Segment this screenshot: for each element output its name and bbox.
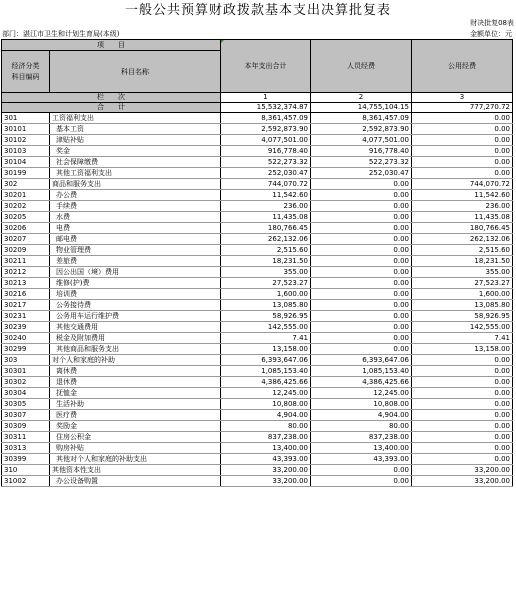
row-public-expense: 0.00 (412, 388, 513, 399)
row-personnel-expense: 0.00 (311, 311, 412, 322)
row-total-expense: 13,158.00 (221, 344, 311, 355)
table-row (2, 300, 513, 311)
row-total-expense: 33,200.00 (221, 476, 311, 487)
row-total-expense: 837,238.00 (221, 432, 311, 443)
row-name: 因公出国（境）费用 (50, 267, 221, 278)
sequence-2: 2 (311, 93, 412, 103)
row-total-expense: 6,393,647.06 (221, 355, 311, 366)
table-row (2, 256, 513, 267)
row-public-expense: 2,515.60 (412, 245, 513, 256)
row-total-expense: 1,085,153.40 (221, 366, 311, 377)
row-public-expense: 33,200.00 (412, 476, 513, 487)
table-row (2, 322, 513, 333)
row-public-expense: 7.41 (412, 333, 513, 344)
row-personnel-expense: 6,393,647.06 (311, 355, 412, 366)
row-public-expense: 355.00 (412, 267, 513, 278)
row-personnel-expense: 0.00 (311, 333, 412, 344)
row-total-expense: 10,808.00 (221, 399, 311, 410)
row-public-expense: 0.00 (412, 146, 513, 157)
row-public-expense: 0.00 (412, 168, 513, 179)
row-public-expense: 180,766.45 (412, 223, 513, 234)
row-code: 30240 (2, 333, 50, 344)
row-total-expense: 4,077,501.00 (221, 135, 311, 146)
row-public-expense: 11,435.08 (412, 212, 513, 223)
row-name: 其他资本性支出 (50, 465, 221, 476)
header-project: 项 目 (2, 40, 221, 51)
row-personnel-expense: 80.00 (311, 421, 412, 432)
row-public-expense: 0.00 (412, 113, 513, 124)
row-name: 手续费 (50, 201, 221, 212)
row-public-expense: 142,555.00 (412, 322, 513, 333)
total-row (2, 103, 513, 113)
row-total-expense: 4,386,425.66 (221, 377, 311, 388)
row-name: 商品和服务支出 (50, 179, 221, 190)
row-public-expense: 27,523.27 (412, 278, 513, 289)
total-public-value: 777,270.72 (412, 103, 513, 113)
row-personnel-expense: 4,077,501.00 (311, 135, 412, 146)
table-row (2, 201, 513, 212)
row-code: 302 (2, 179, 50, 190)
row-name: 维修(护)费 (50, 278, 221, 289)
row-code: 30209 (2, 245, 50, 256)
row-public-expense: 0.00 (412, 355, 513, 366)
row-total-expense: 744,070.72 (221, 179, 311, 190)
row-name: 离休费 (50, 366, 221, 377)
row-name: 住房公积金 (50, 432, 221, 443)
row-personnel-expense: 13,400.00 (311, 443, 412, 454)
total-label: 合 计 (2, 103, 221, 113)
table-row (2, 179, 513, 190)
row-total-expense: 4,904.00 (221, 410, 311, 421)
row-public-expense: 0.00 (412, 157, 513, 168)
row-personnel-expense: 0.00 (311, 256, 412, 267)
row-code: 30217 (2, 300, 50, 311)
table-row (2, 421, 513, 432)
row-total-expense: 2,515.60 (221, 245, 311, 256)
table-row (2, 278, 513, 289)
row-total-expense: 11,435.08 (221, 212, 311, 223)
row-personnel-expense: 837,238.00 (311, 432, 412, 443)
row-code: 30207 (2, 234, 50, 245)
total-personnel-value: 14,755,104.15 (311, 103, 412, 113)
row-name: 办公费 (50, 190, 221, 201)
page-title: 一般公共预算财政拨款基本支出决算批复表 (124, 3, 391, 18)
row-personnel-expense: 1,085,153.40 (311, 366, 412, 377)
row-name: 办公设备购置 (50, 476, 221, 487)
row-name: 其他工资福利支出 (50, 168, 221, 179)
row-code: 30302 (2, 377, 50, 388)
row-personnel-expense: 0.00 (311, 344, 412, 355)
row-total-expense: 13,085.80 (221, 300, 311, 311)
row-personnel-expense: 0.00 (311, 201, 412, 212)
row-personnel-expense: 0.00 (311, 190, 412, 201)
row-name: 购房补贴 (50, 443, 221, 454)
row-code: 301 (2, 113, 50, 124)
table-row (2, 234, 513, 245)
table-row (2, 410, 513, 421)
row-name: 奖励金 (50, 421, 221, 432)
row-public-expense: 0.00 (412, 443, 513, 454)
sequence-1: 1 (221, 93, 311, 103)
row-total-expense: 8,361,457.09 (221, 113, 311, 124)
row-public-expense: 58,926.95 (412, 311, 513, 322)
row-public-expense: 0.00 (412, 366, 513, 377)
row-total-expense: 522,273.32 (221, 157, 311, 168)
row-name: 对个人和家庭的补助 (50, 355, 221, 366)
row-personnel-expense: 2,592,873.90 (311, 124, 412, 135)
sequence-label: 栏 次 (2, 93, 221, 103)
row-public-expense: 0.00 (412, 124, 513, 135)
table-row (2, 432, 513, 443)
row-personnel-expense: 0.00 (311, 289, 412, 300)
row-total-expense: 2,592,873.90 (221, 124, 311, 135)
table-row (2, 267, 513, 278)
row-code: 31002 (2, 476, 50, 487)
row-name: 基本工资 (50, 124, 221, 135)
department-label: 部门：湛江市卫生和计划生育局(本级) (2, 30, 120, 38)
table-row (2, 289, 513, 300)
row-code: 30311 (2, 432, 50, 443)
row-public-expense: 0.00 (412, 421, 513, 432)
row-public-expense: 0.00 (412, 135, 513, 146)
row-total-expense: 80.00 (221, 421, 311, 432)
row-total-expense: 33,200.00 (221, 465, 311, 476)
row-name: 水费 (50, 212, 221, 223)
row-public-expense: 11,542.60 (412, 190, 513, 201)
table-row (2, 476, 513, 487)
amount-unit-label: 金额单位：元 (470, 30, 512, 38)
row-public-expense: 1,600.00 (412, 289, 513, 300)
row-public-expense: 744,070.72 (412, 179, 513, 190)
row-code: 30301 (2, 366, 50, 377)
row-name: 生活补助 (50, 399, 221, 410)
row-personnel-expense: 916,778.40 (311, 146, 412, 157)
row-total-expense: 252,030.47 (221, 168, 311, 179)
table-row (2, 344, 513, 355)
row-code: 30307 (2, 410, 50, 421)
table-row (2, 443, 513, 454)
row-personnel-expense: 4,904.00 (311, 410, 412, 421)
row-code: 30304 (2, 388, 50, 399)
header-personnel-expense: 人员经费 (311, 40, 412, 93)
row-code: 30309 (2, 421, 50, 432)
row-name: 其他对个人和家庭的补助支出 (50, 454, 221, 465)
row-personnel-expense: 0.00 (311, 223, 412, 234)
row-code: 30212 (2, 267, 50, 278)
table-row (2, 465, 513, 476)
row-code: 30211 (2, 256, 50, 267)
row-total-expense: 236.00 (221, 201, 311, 212)
row-total-expense: 916,778.40 (221, 146, 311, 157)
row-personnel-expense: 0.00 (311, 234, 412, 245)
row-total-expense: 27,523.27 (221, 278, 311, 289)
table-row (2, 355, 513, 366)
row-name: 工资福利支出 (50, 113, 221, 124)
table-row (2, 388, 513, 399)
row-total-expense: 43,393.00 (221, 454, 311, 465)
row-public-expense: 18,231.50 (412, 256, 513, 267)
table-row (2, 168, 513, 179)
row-personnel-expense: 252,030.47 (311, 168, 412, 179)
row-code: 30399 (2, 454, 50, 465)
row-code: 30199 (2, 168, 50, 179)
sequence-3: 3 (412, 93, 513, 103)
row-code: 30101 (2, 124, 50, 135)
row-personnel-expense: 0.00 (311, 476, 412, 487)
row-code: 30239 (2, 322, 50, 333)
row-code: 30102 (2, 135, 50, 146)
row-name: 培训费 (50, 289, 221, 300)
row-personnel-expense: 12,245.00 (311, 388, 412, 399)
row-code: 30313 (2, 443, 50, 454)
table-row (2, 124, 513, 135)
row-total-expense: 13,400.00 (221, 443, 311, 454)
table-row (2, 190, 513, 201)
row-total-expense: 58,926.95 (221, 311, 311, 322)
table-row (2, 454, 513, 465)
row-public-expense: 262,132.06 (412, 234, 513, 245)
row-name: 公务接待费 (50, 300, 221, 311)
row-total-expense: 142,555.00 (221, 322, 311, 333)
table-row (2, 377, 513, 388)
row-personnel-expense: 0.00 (311, 322, 412, 333)
row-total-expense: 180,766.45 (221, 223, 311, 234)
row-personnel-expense: 8,361,457.09 (311, 113, 412, 124)
row-public-expense: 0.00 (412, 454, 513, 465)
row-public-expense: 13,158.00 (412, 344, 513, 355)
row-name: 税金及附加费用 (50, 333, 221, 344)
row-total-expense: 18,231.50 (221, 256, 311, 267)
row-personnel-expense: 0.00 (311, 212, 412, 223)
row-name: 差旅费 (50, 256, 221, 267)
row-code: 30103 (2, 146, 50, 157)
row-name: 物业管理费 (50, 245, 221, 256)
table-row (2, 399, 513, 410)
row-name: 津贴补贴 (50, 135, 221, 146)
row-public-expense: 0.00 (412, 377, 513, 388)
row-name: 医疗费 (50, 410, 221, 421)
row-personnel-expense: 0.00 (311, 245, 412, 256)
row-code: 30206 (2, 223, 50, 234)
budget-table (1, 39, 513, 487)
row-name: 退休费 (50, 377, 221, 388)
row-name: 其他商品和服务支出 (50, 344, 221, 355)
row-total-expense: 355.00 (221, 267, 311, 278)
table-row (2, 366, 513, 377)
row-public-expense: 0.00 (412, 399, 513, 410)
row-name: 抚恤金 (50, 388, 221, 399)
table-row (2, 157, 513, 168)
row-name: 奖金 (50, 146, 221, 157)
row-code: 310 (2, 465, 50, 476)
row-total-expense: 1,600.00 (221, 289, 311, 300)
row-code: 30231 (2, 311, 50, 322)
header-total-expense: 本年支出合计 (221, 40, 311, 93)
row-public-expense: 13,085.80 (412, 300, 513, 311)
row-personnel-expense: 43,393.00 (311, 454, 412, 465)
header-subject-name: 科目名称 (50, 51, 221, 93)
row-public-expense: 33,200.00 (412, 465, 513, 476)
row-code: 30205 (2, 212, 50, 223)
table-row (2, 146, 513, 157)
row-code: 30104 (2, 157, 50, 168)
total-expense-value: 15,532,374.87 (221, 103, 311, 113)
row-name: 社会保障缴费 (50, 157, 221, 168)
table-row (2, 135, 513, 146)
table-row (2, 113, 513, 124)
header-economic-code: 经济分类 科目编码 (2, 51, 50, 93)
table-row (2, 223, 513, 234)
row-personnel-expense: 522,273.32 (311, 157, 412, 168)
table-row (2, 212, 513, 223)
row-name: 电费 (50, 223, 221, 234)
row-personnel-expense: 4,386,425.66 (311, 377, 412, 388)
row-name: 邮电费 (50, 234, 221, 245)
row-code: 30202 (2, 201, 50, 212)
row-personnel-expense: 0.00 (311, 267, 412, 278)
row-public-expense: 236.00 (412, 201, 513, 212)
row-personnel-expense: 0.00 (311, 278, 412, 289)
row-personnel-expense: 0.00 (311, 300, 412, 311)
row-total-expense: 12,245.00 (221, 388, 311, 399)
sequence-row (2, 93, 513, 103)
row-code: 30216 (2, 289, 50, 300)
table-row (2, 311, 513, 322)
row-code: 30299 (2, 344, 50, 355)
row-code: 303 (2, 355, 50, 366)
row-code: 30213 (2, 278, 50, 289)
row-personnel-expense: 10,808.00 (311, 399, 412, 410)
row-code: 30201 (2, 190, 50, 201)
row-public-expense: 0.00 (412, 410, 513, 421)
row-name: 公务用车运行维护费 (50, 311, 221, 322)
row-name: 其他交通费用 (50, 322, 221, 333)
row-personnel-expense: 0.00 (311, 465, 412, 476)
row-personnel-expense: 0.00 (311, 179, 412, 190)
header-public-expense: 公用经费 (412, 40, 513, 93)
table-header (2, 40, 513, 93)
form-number: 财决批复08表 (470, 19, 514, 27)
row-code: 30305 (2, 399, 50, 410)
row-total-expense: 262,132.06 (221, 234, 311, 245)
table-row (2, 333, 513, 344)
table-row (2, 245, 513, 256)
row-total-expense: 11,542.60 (221, 190, 311, 201)
row-public-expense: 0.00 (412, 432, 513, 443)
row-total-expense: 7.41 (221, 333, 311, 344)
